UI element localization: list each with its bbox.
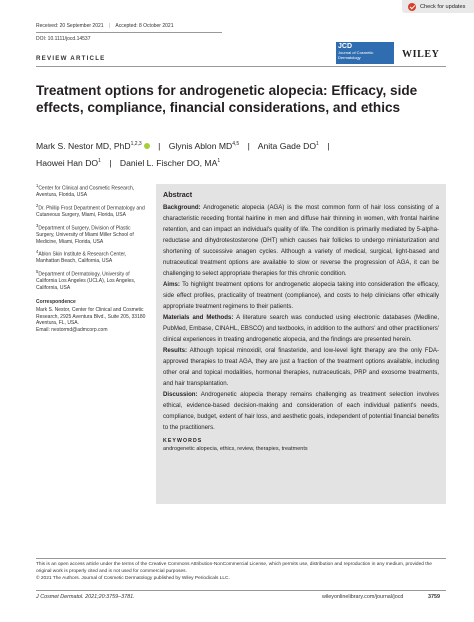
abstract-paragraph: [163, 345, 439, 389]
check-updates-icon: [408, 3, 416, 11]
article-title: Treatment options for androgenetic alopecia: Efficacy, side effects, compliance, financial considerations, and ethics: [36, 83, 418, 115]
affiliation: [36, 223, 148, 245]
license-text: This is an open access article under the terms of the Creative Commons Attribution-NonCommercial License, which permits use, distribution and reproduction in any medium, provided the original work is properly cited and is not used for commercial purposes.: [36, 562, 432, 574]
affiliation: [36, 269, 148, 291]
journal-badge: [336, 42, 394, 64]
author-list: Mark S. Nestor MD, PhD$^{1,2,3}$ | Glynis Ablon MD$^{4,5}$ | Anita Gade $DO^1$ | Haowei Han $DO^1$ | Daniel L. Fischer DO, $MA^1$: [36, 141, 330, 168]
orcid-icon[interactable]: [144, 143, 150, 149]
author-name[interactable]: Daniel L. Fischer DO, MA: [119, 157, 218, 168]
affiliation-sup: 3: [36, 222, 39, 228]
dates-line: Received: 20 September 2021 | Accepted: 8 October 2021: [36, 23, 174, 29]
affiliation-sup: 2: [36, 202, 39, 208]
author-name[interactable]: Glynis Ablon MD: [168, 141, 233, 151]
author-sup: 1,2,3: [130, 141, 142, 147]
correspondence-heading: Correspondence: [36, 299, 76, 306]
abstract-text: Although topical minoxidil, oral finasteride, and low-level light therapy are the only FDA-approved therapies to treat AGA, they are just a fraction of the treatment options available, including other oral and topical modalities, hormonal therapies, nutraceuticals, PRP and exosome treatments, and hair transplantation.: [163, 347, 439, 387]
keywords-heading: KEYWORDS: [163, 438, 203, 444]
affiliation: [36, 203, 148, 219]
abstract-box: [156, 184, 446, 504]
author-name[interactable]: Mark S. Nestor MD, PhD: [36, 141, 131, 151]
publisher-logo: WILEY: [402, 49, 440, 60]
author-name[interactable]: Haowei Han DO: [36, 157, 99, 168]
journal-badge-name: Journal of Cosmetic Dermatology: [338, 50, 374, 60]
author-sup: 1: [217, 157, 221, 164]
doi: DOI: 10.1111/jocd.14537: [36, 36, 91, 42]
abstract-text: A literature search was conducted using electronic databases (Medline, PubMed, Embase, CINAHL, EBSCO) and textbooks, in addition to the authors' and other practitioners' clinical experiences in treating androgenetic alopecia, and the findings are presented herein.: [163, 314, 440, 343]
affiliation-sup: 4: [36, 249, 39, 255]
title-divider: [36, 66, 446, 67]
affiliation-text: Department of Surgery, Division of Plastic Surgery, University of Miami Miller School of Medicine, Miami, Florida, USA: [36, 225, 134, 245]
check-updates-label: Check for updates: [420, 3, 466, 10]
affiliation: [36, 183, 148, 199]
abstract-text: To highlight treatment options for androgenetic alopecia taking into consideration the efficacy, side effect profiles, practicality of treatment (compliance), and costs to help clinicians offer ethically appropriate treatment regimens to their patients.: [163, 281, 439, 310]
abstract-label: Results:: [163, 347, 188, 354]
received-date: Received: 20 September 2021: [36, 23, 104, 29]
abstract-label: Materials and Methods:: [163, 314, 234, 321]
abstract-text: Androgenetic alopecia therapy remains challenging as treatment selection involves ethical, evidence-based decision-making and consideration of each individual patient's needs, compliance, budget, extent of hair loss, and aesthetic goals, independent of potential financial benefits to the practitioners.: [163, 391, 439, 431]
author-sup: 4,5: [232, 141, 240, 147]
abstract-heading: Abstract: [163, 190, 193, 199]
license-block: [36, 562, 446, 582]
author-name[interactable]: Anita Gade DO: [257, 141, 317, 151]
abstract-label: Discussion:: [163, 391, 198, 398]
affiliation-text: Department of Dermatology, University of California Los Angeles (UCLA), Los Angeles, California, USA: [36, 271, 136, 291]
citation: J Cosmet Dermatol. 2021;20:3759–3781.: [36, 594, 135, 600]
journal-url[interactable]: wileyonlinelibrary.com/journal/jocd: [322, 594, 404, 600]
affiliation-text: Center for Clinical and Cosmetic Research, Aventura, Florida, USA: [36, 185, 135, 199]
abstract-paragraph: [163, 279, 439, 312]
accepted-date: Accepted: 8 October 2021: [115, 23, 174, 29]
copyright-text: © 2021 The Authors. Journal of Cosmetic Dermatology published by Wiley Periodicals LLC.: [36, 575, 230, 581]
abstract-label: Aims:: [163, 281, 180, 288]
affiliations: [36, 183, 148, 333]
license-divider: [36, 558, 446, 559]
journal-badge-abbr: JCD: [338, 43, 353, 50]
abstract-text: Androgenetic alopecia (AGA) is the most common form of hair loss consisting of a characteristic receding frontal hairline in men and diffuse hair thinning in women, with frontal hairline retention, and can impact an individual's quality of life. The condition is primarily mediated by 5-alpha-reductase and dihydrotestosterone (DHT) which causes hair follicles to undergo miniaturization and shortening of successive anagen cycles. Although a variety of medical, surgical, light-based and nutraceutical treatment options are available to slow or reverse the progression of AGA, it can be challenging to select appropriate therapies for this chronic condition.: [163, 204, 439, 277]
section-label: REVIEW ARTICLE: [36, 55, 106, 62]
affiliation-text: Ablon Skin Institute & Research Center, Manhattan Beach, California, USA: [36, 251, 127, 265]
abstract-paragraph: [163, 312, 439, 345]
abstract-paragraph: [163, 202, 439, 279]
header-divider: [36, 32, 222, 33]
affiliation-sup: 5: [36, 268, 39, 274]
author-sup: 1: [316, 141, 319, 147]
correspondence-email[interactable]: Email: nestormd@admcorp.com: [36, 326, 108, 333]
affiliation-text: Dr. Phillip Frost Department of Dermatology and Cutaneous Surgery, Miami, Florida, USA: [36, 205, 145, 219]
abstract-label: Background:: [163, 204, 201, 211]
author-sup: 1: [98, 157, 101, 164]
page-number: 3759: [428, 594, 440, 600]
keywords: androgenetic alopecia, ethics, review, therapies, treatments: [163, 446, 308, 452]
footer-divider: [36, 590, 446, 591]
check-for-updates-button[interactable]: [402, 0, 474, 13]
correspondence-text: Mark S. Nestor, Center for Clinical and Cosmetic Research, 2925 Aventura Blvd., Suite 205, 33180 Aventura, FL, USA.: [36, 307, 146, 327]
affiliation: [36, 249, 148, 265]
affiliation-sup: 1: [36, 183, 39, 188]
abstract-paragraph: [163, 389, 439, 433]
